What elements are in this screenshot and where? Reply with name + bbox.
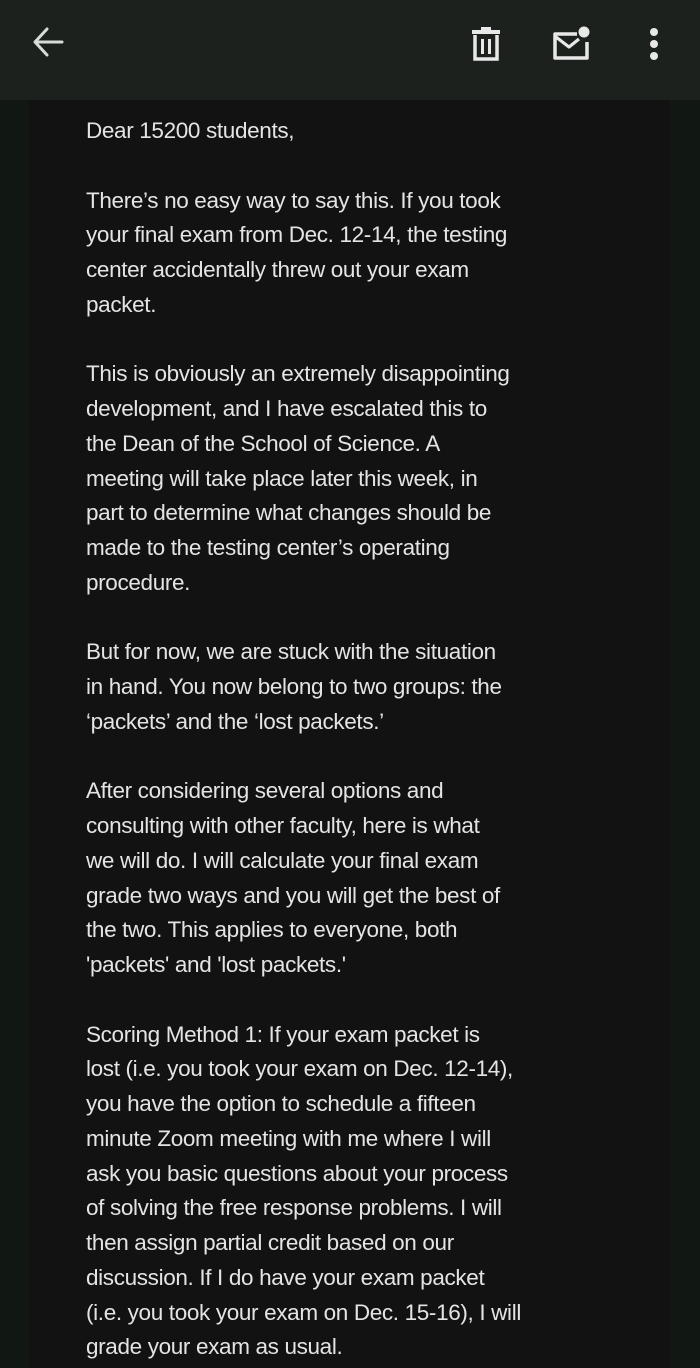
text-line: we will do. I will calculate your final exam <box>86 847 479 873</box>
text-line: part to determine what changes should be <box>86 500 492 526</box>
text-line: Scoring Method 1: If your exam packet is <box>86 1021 480 1047</box>
text-line: in hand. You now belong to two groups: the <box>86 674 502 699</box>
paragraph-1 <box>86 184 666 323</box>
text-line: your final exam from Dec. 12-14, the testing <box>86 222 508 248</box>
text-line: ‘packets’ and the ‘lost packets.’ <box>86 708 384 734</box>
more-options-button[interactable] <box>630 18 678 70</box>
text-line: packet. <box>86 291 157 317</box>
text-line: Dear 15200 students, <box>86 118 295 143</box>
back-button[interactable] <box>22 18 74 66</box>
text-line: grade your exam as usual. <box>86 1334 343 1360</box>
paragraph-3 <box>86 635 666 739</box>
text-line: then assign partial credit based on our <box>86 1230 454 1255</box>
text-line: minute Zoom meeting with me where I will <box>86 1125 491 1151</box>
paragraph-2 <box>86 357 666 600</box>
text-line: the two. This applies to everyone, both <box>86 917 458 943</box>
text-line: grade two ways and you will get the best of <box>86 882 500 908</box>
mark-unread-button[interactable] <box>545 18 597 70</box>
text-line: After considering several options and <box>86 778 444 804</box>
app-bar <box>0 0 700 100</box>
message-body <box>86 114 666 1368</box>
text-line: lost (i.e. you took your exam on Dec. 12-14), <box>86 1056 513 1082</box>
arrow-back-icon <box>32 27 64 57</box>
more-vert-icon <box>649 27 659 61</box>
text-line: consulting with other faculty, here is what <box>86 813 480 838</box>
text-line: center accidentally threw out your exam <box>86 257 469 282</box>
text-line: But for now, we are stuck with the situation <box>86 639 496 665</box>
text-line: There’s no easy way to say this. If you took <box>86 187 501 213</box>
text-line: you have the option to schedule a fifteen <box>86 1091 476 1116</box>
text-line: development, and I have escalated this to <box>86 396 487 421</box>
text-line: of solving the free response problems. I will <box>86 1195 502 1221</box>
text-line: meeting will take place later this week, in <box>86 465 478 491</box>
text-line: procedure. <box>86 569 191 595</box>
paragraph-4 <box>86 774 666 983</box>
text-line: 'packets' and 'lost packets.' <box>86 952 346 977</box>
text-line: the Dean of the School of Science. A <box>86 430 440 456</box>
text-line: ask you basic questions about your process <box>86 1160 508 1186</box>
text-line: This is obviously an extremely disappointing <box>86 361 510 387</box>
left-margin <box>0 100 29 1368</box>
trash-icon <box>470 26 502 62</box>
mark-unread-mail-icon <box>551 26 591 62</box>
text-line: discussion. If I do have your exam packet <box>86 1264 485 1290</box>
right-margin <box>670 100 700 1368</box>
paragraph-5-scoring-method-1 <box>86 1018 666 1366</box>
salutation <box>86 114 666 149</box>
delete-button[interactable] <box>460 18 512 70</box>
text-line: made to the testing center’s operating <box>86 535 450 560</box>
text-line: (i.e. you took your exam on Dec. 15-16), I will <box>86 1299 521 1325</box>
